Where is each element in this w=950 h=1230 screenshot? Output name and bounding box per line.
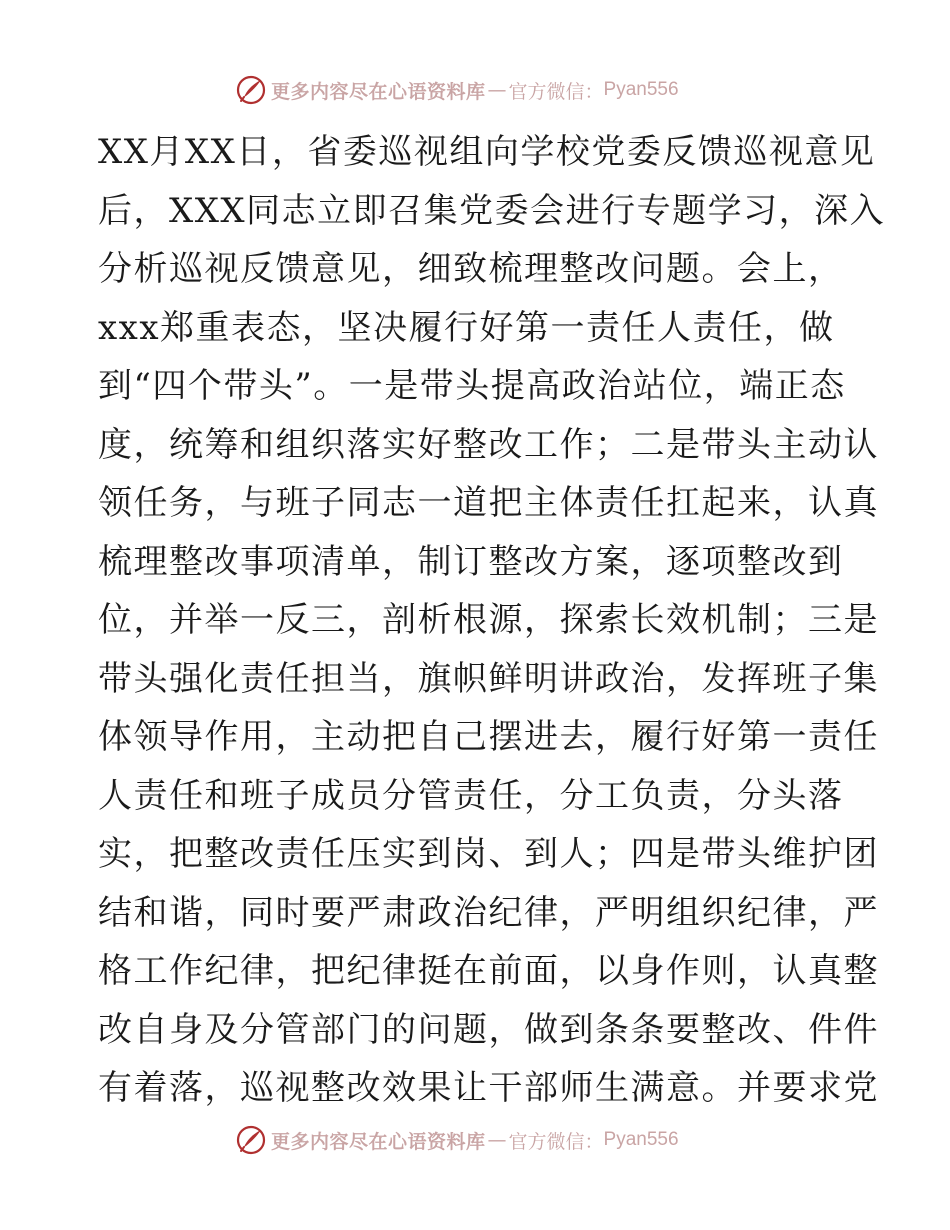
feather-pen-logo-icon <box>235 1124 267 1156</box>
text-line: 人责任和班子成员分管责任，分工负责，分头落 <box>98 775 844 816</box>
watermark-dash: — <box>487 1129 507 1151</box>
text-line: 结和谐，同时要严肃政治纪律，严明组织纪律，严 <box>98 892 879 933</box>
text-line: 有着落，巡视整改效果让干部师生满意。并要求党 <box>98 1068 879 1108</box>
footer-watermark <box>235 1123 679 1157</box>
text-line: 领任务，与班子同志一道把主体责任扛起来，认真 <box>98 483 879 523</box>
text-line: XX月XX日，省委巡视组向学校党委反馈巡视意见 <box>98 132 876 172</box>
watermark-wechat-id: Pyan556 <box>603 79 679 100</box>
text-line: 分析巡视反馈意见，细致梳理整改问题。会上， <box>98 249 844 289</box>
text-line: 度，统筹和组织落实好整改工作；二是带头主动认 <box>98 424 879 465</box>
text-line: 带头强化责任担当，旗帜鲜明讲政治，发挥班子集 <box>98 658 879 699</box>
text-line: 体领导作用，主动把自己摆进去，履行好第一责任 <box>98 717 879 757</box>
watermark-dash: — <box>487 79 507 101</box>
watermark-text: 更多内容尽在心语资料库 <box>271 80 486 103</box>
header-watermark <box>235 73 679 107</box>
document-body <box>98 123 886 1118</box>
text-line: 改自身及分管部门的问题，做到条条要整改、件件 <box>98 1009 879 1050</box>
text-line: 格工作纪律，把纪律挺在前面，以身作则，认真整 <box>98 951 879 991</box>
watermark-wechat-label: 官方微信： <box>508 1130 604 1153</box>
text-line: 位，并举一反三，剖析根源，探索长效机制；三是 <box>98 600 879 640</box>
text-line: 到“四个带头”。一是带头提高政治站位，端正态 <box>98 366 846 406</box>
text-line: 实，把整改责任压实到岗、到人；四是带头维护团 <box>98 834 879 874</box>
feather-pen-logo-icon <box>235 74 267 106</box>
text-line: 后，XXX同志立即召集党委会进行专题学习，深入 <box>98 190 886 231</box>
text-line: 梳理整改事项清单，制订整改方案，逐项整改到 <box>98 541 844 582</box>
watermark-wechat-id: Pyan556 <box>603 1129 679 1150</box>
text-line: xxx郑重表态，坚决履行好第一责任人责任，做 <box>98 307 835 348</box>
watermark-text: 更多内容尽在心语资料库 <box>271 1130 486 1153</box>
watermark-wechat-label: 官方微信： <box>508 80 604 103</box>
